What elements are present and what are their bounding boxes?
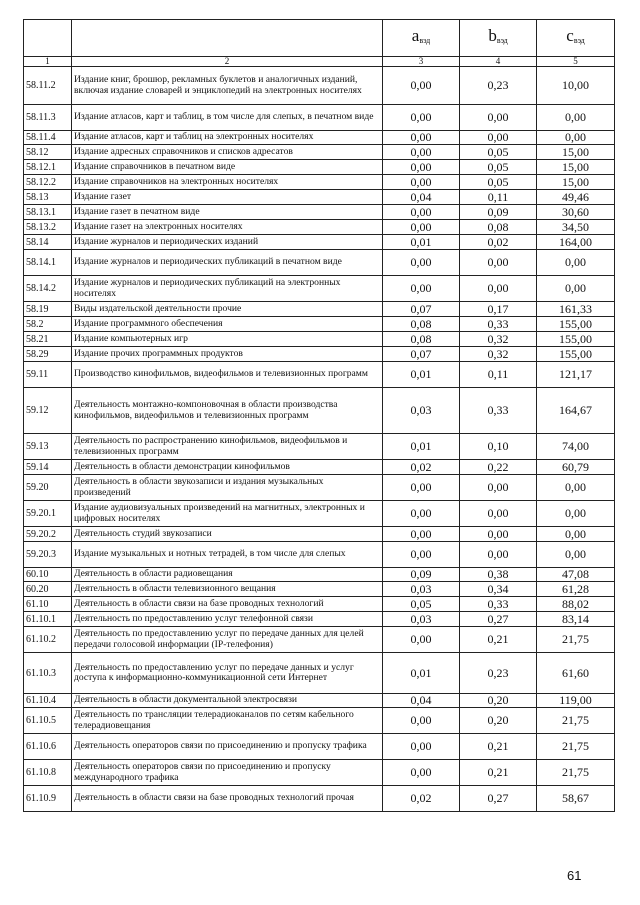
value-b: 0,05 [460, 160, 537, 175]
value-a: 0,00 [383, 708, 460, 734]
column-number: 1 [24, 57, 72, 67]
activity-description: Издание атласов, карт и таблиц, в том числе для слепых, в печатном виде [72, 105, 383, 131]
table-row [24, 276, 615, 302]
table-row [24, 302, 615, 317]
activity-description: Издание журналов и периодических публикаций в печатном виде [72, 250, 383, 276]
table-row [24, 734, 615, 760]
activity-description: Деятельность по предоставлению услуг по передаче данных для целей передачи голосовой информации (IP-телефония) [72, 627, 383, 653]
table-row [24, 131, 615, 145]
value-c: 21,75 [537, 627, 615, 653]
activity-code: 61.10.1 [24, 612, 72, 627]
value-b: 0,33 [460, 388, 537, 434]
value-c: 21,75 [537, 734, 615, 760]
activity-code: 60.20 [24, 582, 72, 597]
table-row [24, 160, 615, 175]
value-b: 0,00 [460, 475, 537, 501]
value-a: 0,08 [383, 332, 460, 347]
table-row [24, 105, 615, 131]
activity-description: Виды издательской деятельности прочие [72, 302, 383, 317]
table-row [24, 786, 615, 812]
value-a: 0,08 [383, 317, 460, 332]
table-row [24, 760, 615, 786]
activity-code: 58.12.1 [24, 160, 72, 175]
table-row [24, 501, 615, 527]
activity-description: Издание адресных справочников и списков адресатов [72, 145, 383, 160]
activity-description: Деятельность в области телевизионного вещания [72, 582, 383, 597]
value-c: 61,60 [537, 653, 615, 694]
activity-description: Деятельность студий звукозаписи [72, 527, 383, 542]
value-c: 164,00 [537, 235, 615, 250]
page-number: 61 [567, 868, 582, 883]
value-c: 15,00 [537, 145, 615, 160]
activity-code: 58.12 [24, 145, 72, 160]
table-row [24, 235, 615, 250]
activity-code: 59.13 [24, 434, 72, 460]
activity-description: Издание музыкальных и нотных тетрадей, в том числе для слепых [72, 542, 383, 568]
value-a: 0,00 [383, 220, 460, 235]
activity-description: Издание книг, брошюр, рекламных буклетов и аналогичных изданий, включая издание словарей и энциклопедий на электронных носителях [72, 67, 383, 105]
value-a: 0,00 [383, 542, 460, 568]
activity-description: Издание компьютерных игр [72, 332, 383, 347]
value-c: 21,75 [537, 708, 615, 734]
value-b: 0,09 [460, 205, 537, 220]
value-b: 0,11 [460, 190, 537, 205]
value-c: 47,08 [537, 568, 615, 582]
activity-code: 58.12.2 [24, 175, 72, 190]
value-b: 0,21 [460, 627, 537, 653]
value-c: 83,14 [537, 612, 615, 627]
activity-description: Издание аудиовизуальных произведений на магнитных, электронных и цифровых носителях [72, 501, 383, 527]
activity-code: 61.10.4 [24, 694, 72, 708]
table-row [24, 542, 615, 568]
value-c: 58,67 [537, 786, 615, 812]
table-row [24, 190, 615, 205]
activity-code: 59.20.3 [24, 542, 72, 568]
value-b: 0,11 [460, 362, 537, 388]
value-c: 88,02 [537, 597, 615, 612]
value-a: 0,00 [383, 760, 460, 786]
value-a: 0,04 [383, 694, 460, 708]
activity-description: Деятельность по предоставлению услуг телефонной связи [72, 612, 383, 627]
column-number-row [24, 57, 615, 67]
activity-code: 58.11.2 [24, 67, 72, 105]
activity-code: 58.19 [24, 302, 72, 317]
value-a: 0,00 [383, 105, 460, 131]
activity-description: Деятельность в области звукозаписи и издания музыкальных произведений [72, 475, 383, 501]
activity-code: 61.10.5 [24, 708, 72, 734]
activity-description: Издание справочников в печатном виде [72, 160, 383, 175]
value-b: 0,00 [460, 527, 537, 542]
value-b: 0,00 [460, 105, 537, 131]
activity-code: 59.12 [24, 388, 72, 434]
table-row [24, 582, 615, 597]
value-a: 0,00 [383, 145, 460, 160]
table-row [24, 627, 615, 653]
value-b: 0,00 [460, 542, 537, 568]
activity-description: Деятельность в области связи на базе проводных технологий прочая [72, 786, 383, 812]
value-c: 0,00 [537, 250, 615, 276]
column-number: 3 [383, 57, 460, 67]
activity-code: 59.20 [24, 475, 72, 501]
value-b: 0,21 [460, 734, 537, 760]
activity-description: Издание газет [72, 190, 383, 205]
activity-description: Издание программного обеспечения [72, 317, 383, 332]
value-a: 0,01 [383, 362, 460, 388]
table-row [24, 653, 615, 694]
value-b: 0,20 [460, 694, 537, 708]
value-b: 0,33 [460, 597, 537, 612]
table-row [24, 205, 615, 220]
activity-code: 59.14 [24, 460, 72, 475]
activity-description: Издание атласов, карт и таблиц на электронных носителях [72, 131, 383, 145]
value-b: 0,23 [460, 67, 537, 105]
activity-code: 58.2 [24, 317, 72, 332]
value-c: 34,50 [537, 220, 615, 235]
value-a: 0,00 [383, 175, 460, 190]
table-row [24, 317, 615, 332]
value-c: 0,00 [537, 131, 615, 145]
value-c: 0,00 [537, 475, 615, 501]
activity-description: Производство кинофильмов, видеофильмов и телевизионных программ [72, 362, 383, 388]
table-row [24, 694, 615, 708]
column-number: 5 [537, 57, 615, 67]
value-c: 0,00 [537, 501, 615, 527]
value-b: 0,20 [460, 708, 537, 734]
activity-code: 58.14 [24, 235, 72, 250]
value-c: 15,00 [537, 160, 615, 175]
value-a: 0,01 [383, 235, 460, 250]
activity-code: 61.10.6 [24, 734, 72, 760]
value-c: 15,00 [537, 175, 615, 190]
activity-code: 58.13.1 [24, 205, 72, 220]
table-row [24, 460, 615, 475]
activity-code: 61.10.8 [24, 760, 72, 786]
activity-description: Деятельность по предоставлению услуг по передаче данных и услуг доступа к информационно-коммуникационной сети Интернет [72, 653, 383, 694]
header-code [24, 20, 72, 57]
activity-code: 59.11 [24, 362, 72, 388]
value-a: 0,04 [383, 190, 460, 205]
value-a: 0,01 [383, 653, 460, 694]
value-c: 0,00 [537, 542, 615, 568]
table-row [24, 388, 615, 434]
header-b: $b_{вэд}$ [460, 20, 537, 57]
activity-code: 59.20.1 [24, 501, 72, 527]
table-row [24, 568, 615, 582]
activity-code: 59.20.2 [24, 527, 72, 542]
value-b: 0,00 [460, 276, 537, 302]
value-b: 0,27 [460, 612, 537, 627]
value-b: 0,22 [460, 460, 537, 475]
table-row [24, 220, 615, 235]
value-b: 0,27 [460, 786, 537, 812]
value-b: 0,32 [460, 347, 537, 362]
activity-description: Деятельность в области демонстрации кинофильмов [72, 460, 383, 475]
header-c: $c_{вэд}$ [537, 20, 615, 57]
value-b: 0,21 [460, 760, 537, 786]
activity-description: Деятельность монтажно-компоновочная в области производства кинофильмов, видеофильмов и телевизионных программ [72, 388, 383, 434]
table-row [24, 362, 615, 388]
table-body [24, 67, 615, 812]
column-number: 2 [72, 57, 383, 67]
table-row [24, 332, 615, 347]
value-b: 0,02 [460, 235, 537, 250]
activity-code: 61.10.9 [24, 786, 72, 812]
value-c: 60,79 [537, 460, 615, 475]
coefficients-table [23, 19, 615, 812]
value-b: 0,08 [460, 220, 537, 235]
table-row [24, 67, 615, 105]
activity-code: 61.10.2 [24, 627, 72, 653]
activity-description: Деятельность в области связи на базе проводных технологий [72, 597, 383, 612]
value-a: 0,03 [383, 612, 460, 627]
value-a: 0,00 [383, 160, 460, 175]
value-a: 0,00 [383, 67, 460, 105]
value-c: 155,00 [537, 347, 615, 362]
table-row [24, 145, 615, 160]
value-a: 0,07 [383, 347, 460, 362]
value-c: 49,46 [537, 190, 615, 205]
table-row [24, 175, 615, 190]
table-row [24, 250, 615, 276]
activity-code: 58.13.2 [24, 220, 72, 235]
value-b: 0,33 [460, 317, 537, 332]
value-b: 0,23 [460, 653, 537, 694]
value-c: 161,33 [537, 302, 615, 317]
value-c: 155,00 [537, 317, 615, 332]
value-c: 30,60 [537, 205, 615, 220]
value-a: 0,00 [383, 734, 460, 760]
table-row [24, 347, 615, 362]
value-c: 119,00 [537, 694, 615, 708]
activity-code: 60.10 [24, 568, 72, 582]
header-description [72, 20, 383, 57]
activity-description: Деятельность операторов связи по присоединению и пропуску международного трафика [72, 760, 383, 786]
value-a: 0,03 [383, 388, 460, 434]
value-a: 0,03 [383, 582, 460, 597]
value-a: 0,00 [383, 131, 460, 145]
activity-description: Издание газет в печатном виде [72, 205, 383, 220]
table-row [24, 434, 615, 460]
value-c: 21,75 [537, 760, 615, 786]
table-row [24, 597, 615, 612]
table-row [24, 612, 615, 627]
activity-code: 58.29 [24, 347, 72, 362]
value-a: 0,01 [383, 434, 460, 460]
activity-description: Деятельность в области документальной электросвязи [72, 694, 383, 708]
activity-code: 58.13 [24, 190, 72, 205]
value-c: 0,00 [537, 276, 615, 302]
value-a: 0,02 [383, 460, 460, 475]
value-b: 0,05 [460, 175, 537, 190]
activity-description: Издание журналов и периодических публикаций на электронных носителях [72, 276, 383, 302]
activity-description: Деятельность в области радиовещания [72, 568, 383, 582]
value-a: 0,00 [383, 501, 460, 527]
value-b: 0,00 [460, 250, 537, 276]
value-b: 0,17 [460, 302, 537, 317]
value-a: 0,00 [383, 627, 460, 653]
value-a: 0,00 [383, 250, 460, 276]
activity-code: 58.11.4 [24, 131, 72, 145]
value-a: 0,05 [383, 597, 460, 612]
activity-description: Издание газет на электронных носителях [72, 220, 383, 235]
activity-code: 58.21 [24, 332, 72, 347]
activity-code: 58.14.2 [24, 276, 72, 302]
value-c: 61,28 [537, 582, 615, 597]
value-a: 0,00 [383, 527, 460, 542]
value-a: 0,09 [383, 568, 460, 582]
value-b: 0,38 [460, 568, 537, 582]
table-row [24, 708, 615, 734]
value-b: 0,05 [460, 145, 537, 160]
value-b: 0,00 [460, 501, 537, 527]
value-c: 155,00 [537, 332, 615, 347]
activity-description: Деятельность по трансляции телерадиоканалов по сетям кабельного телерадиовещания [72, 708, 383, 734]
activity-description: Издание справочников на электронных носителях [72, 175, 383, 190]
header-row [24, 20, 615, 57]
value-a: 0,02 [383, 786, 460, 812]
table-row [24, 475, 615, 501]
header-a: $a_{вэд}$ [383, 20, 460, 57]
value-a: 0,00 [383, 475, 460, 501]
value-a: 0,00 [383, 276, 460, 302]
value-b: 0,00 [460, 131, 537, 145]
value-c: 121,17 [537, 362, 615, 388]
value-a: 0,00 [383, 205, 460, 220]
activity-code: 58.14.1 [24, 250, 72, 276]
activity-description: Деятельность по распространению кинофильмов, видеофильмов и телевизионных программ [72, 434, 383, 460]
activity-description: Деятельность операторов связи по присоединению и пропуску трафика [72, 734, 383, 760]
value-c: 0,00 [537, 105, 615, 131]
activity-code: 61.10.3 [24, 653, 72, 694]
activity-description: Издание журналов и периодических изданий [72, 235, 383, 250]
value-c: 74,00 [537, 434, 615, 460]
activity-description: Издание прочих программных продуктов [72, 347, 383, 362]
table-row [24, 527, 615, 542]
value-c: 0,00 [537, 527, 615, 542]
value-c: 164,67 [537, 388, 615, 434]
column-number: 4 [460, 57, 537, 67]
value-b: 0,32 [460, 332, 537, 347]
value-a: 0,07 [383, 302, 460, 317]
activity-code: 58.11.3 [24, 105, 72, 131]
value-b: 0,10 [460, 434, 537, 460]
activity-code: 61.10 [24, 597, 72, 612]
value-b: 0,34 [460, 582, 537, 597]
value-c: 10,00 [537, 67, 615, 105]
